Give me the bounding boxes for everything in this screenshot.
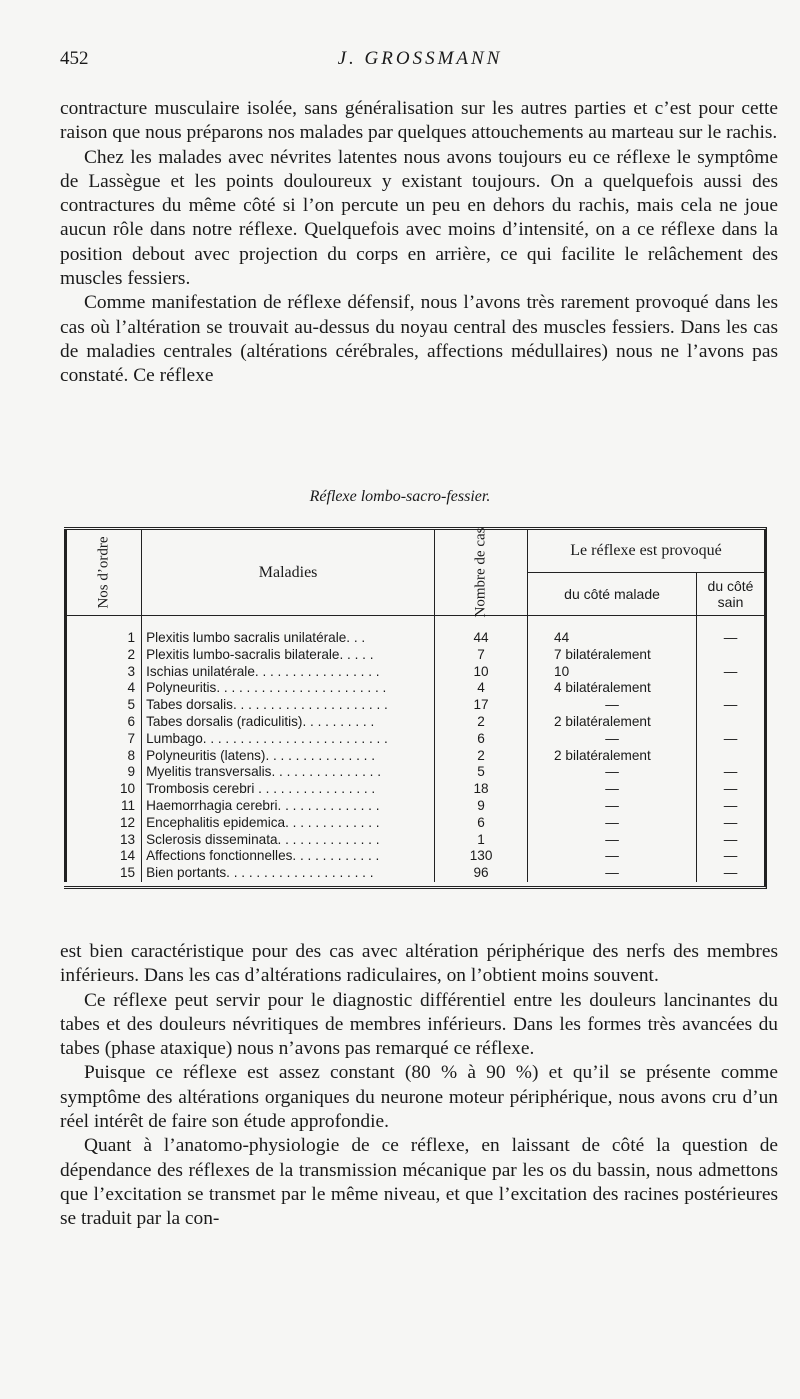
table-row: [66, 815, 765, 832]
row-cote-sain: [697, 680, 764, 697]
row-number: 6: [66, 714, 142, 731]
table-row: [66, 865, 765, 882]
table-row: [66, 697, 765, 714]
header-maladies: Maladies: [142, 530, 435, 616]
row-maladie: Sclerosis disseminata. . . . . . . . . . . . . .: [142, 832, 435, 849]
row-maladie: Myelitis transversalis. . . . . . . . . . . . . . .: [142, 764, 435, 781]
row-cote-malade: 2 bilatéralement: [528, 714, 697, 731]
row-cote-malade: 7 bilatéralement: [528, 647, 697, 664]
running-title: J. GROSSMANN: [337, 48, 503, 69]
row-cas: 9: [435, 798, 528, 815]
row-cote-malade: —: [528, 697, 697, 714]
row-cote-malade: —: [528, 798, 697, 815]
table-row: [66, 748, 765, 765]
row-number: 5: [66, 697, 142, 714]
row-number: 11: [66, 798, 142, 815]
row-number: 14: [66, 848, 142, 865]
row-maladie: Haemorrhagia cerebri. . . . . . . . . . . . . .: [142, 798, 435, 815]
table-row: [66, 630, 765, 647]
page-header: [60, 48, 780, 78]
row-cote-sain: —: [723, 865, 738, 881]
header-num: [66, 530, 142, 616]
row-cas: 2: [435, 748, 528, 765]
paragraph: Puisque ce réflexe est assez constant (80 % à 90 %) et qu’il se présente comme symptôme des altérations organiques du neurone moteur périphérique, nous avons cru d’un réel intérêt de faire son étude approfondie.: [60, 1062, 778, 1133]
body-text-bottom: [60, 940, 778, 1232]
row-cote-malade: 2 bilatéralement: [528, 748, 697, 765]
row-cas: 10: [435, 664, 528, 681]
row-cas: 6: [435, 815, 528, 832]
row-number: 7: [66, 731, 142, 748]
row-maladie: Plexitis lumbo sacralis unilatérale. . .: [142, 630, 435, 647]
header-cas-label: Nombre de cas: [472, 527, 489, 618]
row-cote-sain: [697, 647, 764, 664]
row-number: 8: [66, 748, 142, 765]
header-cas: [435, 527, 528, 618]
header-cote-sain: du côté sain: [697, 573, 764, 616]
row-cote-malade: —: [528, 764, 697, 781]
header-num-label: Nos d’ordre: [95, 536, 112, 609]
row-number: 2: [66, 647, 142, 664]
row-cote-malade: 10: [528, 664, 697, 681]
row-cas: 1: [435, 832, 528, 849]
row-cas: 4: [435, 680, 528, 697]
reflex-table: [64, 527, 767, 889]
row-cas: 44: [435, 630, 528, 647]
table-caption: Réflexe lombo-sacro-fessier.: [309, 488, 491, 505]
paragraph: Chez les malades avec névrites latentes nous avons toujours eu ce réflexe le symptôme de Lassègue et les points douloureux y existant toujours. On a quelquefois aussi des contractures du même côté si l’on percute un peu en dehors du rachis, mais cela ne joue aucun rôle dans notre réflexe. Quelquefois avec moins d’intensité, on a ce réflexe dans la position debout avec projection du corps en arrière, ce qui facilite le relâchement des muscles fessiers.: [60, 146, 778, 290]
row-cote-malade: —: [528, 865, 697, 882]
row-cote-malade: —: [528, 781, 697, 798]
table-row: [66, 714, 765, 731]
row-cas: 7: [435, 647, 528, 664]
row-cote-malade: —: [528, 848, 697, 865]
row-maladie: Ischias unilatérale. . . . . . . . . . . . . . . . .: [142, 664, 435, 681]
paragraph: est bien caractéristique pour des cas avec altération périphérique des nerfs des membres inférieurs. Dans les cas d’altérations radiculaires, on l’obtient moins souvent.: [60, 941, 778, 987]
row-number: 9: [66, 764, 142, 781]
paragraph: Ce réflexe peut servir pour le diagnostic différentiel entre les douleurs lancinantes du tabes et des douleurs névritiques de membres inférieurs. Dans les formes très avancées du tabes (phase ataxique) nous n’avons pas remarqué ce réflexe.: [60, 989, 778, 1060]
row-cote-sain: —: [723, 730, 738, 746]
row-cote-sain: —: [723, 781, 738, 797]
row-cote-malade: 44: [528, 630, 697, 647]
row-cas: 130: [435, 848, 528, 865]
row-cote-sain: [697, 714, 764, 731]
row-maladie: Plexitis lumbo-sacralis bilaterale. . . . .: [142, 647, 435, 664]
row-cote-malade: —: [528, 832, 697, 849]
table-row: [66, 781, 765, 798]
row-cote-sain: —: [723, 797, 738, 813]
row-number: 13: [66, 832, 142, 849]
row-maladie: Affections fonctionnelles. . . . . . . . . . . .: [142, 848, 435, 865]
row-cote-malade: —: [528, 815, 697, 832]
row-number: 1: [66, 630, 142, 647]
row-cote-sain: —: [723, 764, 738, 780]
body-text-top: [60, 97, 778, 389]
row-number: 12: [66, 815, 142, 832]
row-maladie: Tabes dorsalis. . . . . . . . . . . . . . . . . . . . .: [142, 697, 435, 714]
table-row: [66, 764, 765, 781]
row-cote-malade: —: [528, 731, 697, 748]
header-cote-malade: du côté malade: [528, 573, 697, 616]
table-row: [66, 664, 765, 681]
row-cas: 6: [435, 731, 528, 748]
table-row: [66, 832, 765, 849]
row-number: 15: [66, 865, 142, 882]
row-cote-sain: —: [723, 663, 738, 679]
row-maladie: Lumbago. . . . . . . . . . . . . . . . . . . . . . . . .: [142, 731, 435, 748]
row-maladie: Bien portants. . . . . . . . . . . . . . . . . . . .: [142, 865, 435, 882]
page-number: 452: [60, 48, 89, 69]
row-cas: 17: [435, 697, 528, 714]
table-row: [66, 647, 765, 664]
row-maladie: Polyneuritis (latens). . . . . . . . . . . . . . .: [142, 748, 435, 765]
row-cas: 2: [435, 714, 528, 731]
row-maladie: Polyneuritis. . . . . . . . . . . . . . . . . . . . . . .: [142, 680, 435, 697]
table-row: [66, 848, 765, 865]
row-cote-sain: [697, 748, 764, 765]
row-number: 10: [66, 781, 142, 798]
row-cote-sain: —: [723, 697, 738, 713]
row-number: 3: [66, 664, 142, 681]
row-maladie: Trombosis cerebri . . . . . . . . . . . . . . . .: [142, 781, 435, 798]
row-cas: 5: [435, 764, 528, 781]
paragraph: Comme manifestation de réflexe défensif, nous l’avons très rarement provoqué dans les cas où l’altération se trouvait au-dessus du noyau central des muscles fessiers. Dans les cas de maladies centrales (altérations cérébrales, affections médullaires) nous ne l’avons pas constaté. Ce réflexe: [60, 292, 778, 387]
table-row: [66, 731, 765, 748]
row-cote-sain: —: [723, 630, 738, 645]
row-cote-sain: —: [723, 814, 738, 830]
table-row: [66, 680, 765, 697]
row-cas: 18: [435, 781, 528, 798]
table-row: [66, 798, 765, 815]
row-cote-sain: —: [723, 848, 738, 864]
header-reflexe: Le réflexe est provoqué: [528, 530, 764, 573]
row-cas: 96: [435, 865, 528, 882]
row-number: 4: [66, 680, 142, 697]
row-cote-sain: —: [723, 831, 738, 847]
row-cote-malade: 4 bilatéralement: [528, 680, 697, 697]
row-maladie: Encephalitis epidemica. . . . . . . . . . . . .: [142, 815, 435, 832]
paragraph: contracture musculaire isolée, sans généralisation sur les autres parties et c’est pour cette raison que nous préparons nos malades par quelques attouchements au marteau sur le rachis.: [60, 98, 778, 144]
paragraph: Quant à l’anatomo-physiologie de ce réflexe, en laissant de côté la question de dépendance des réflexes de la transmission mécanique par les os du bassin, nous admettons que l’excitation se transmet par le même niveau, et que l’excitation des racines postérieures se traduit par la con-: [60, 1135, 778, 1230]
row-maladie: Tabes dorsalis (radiculitis). . . . . . . . . .: [142, 714, 435, 731]
